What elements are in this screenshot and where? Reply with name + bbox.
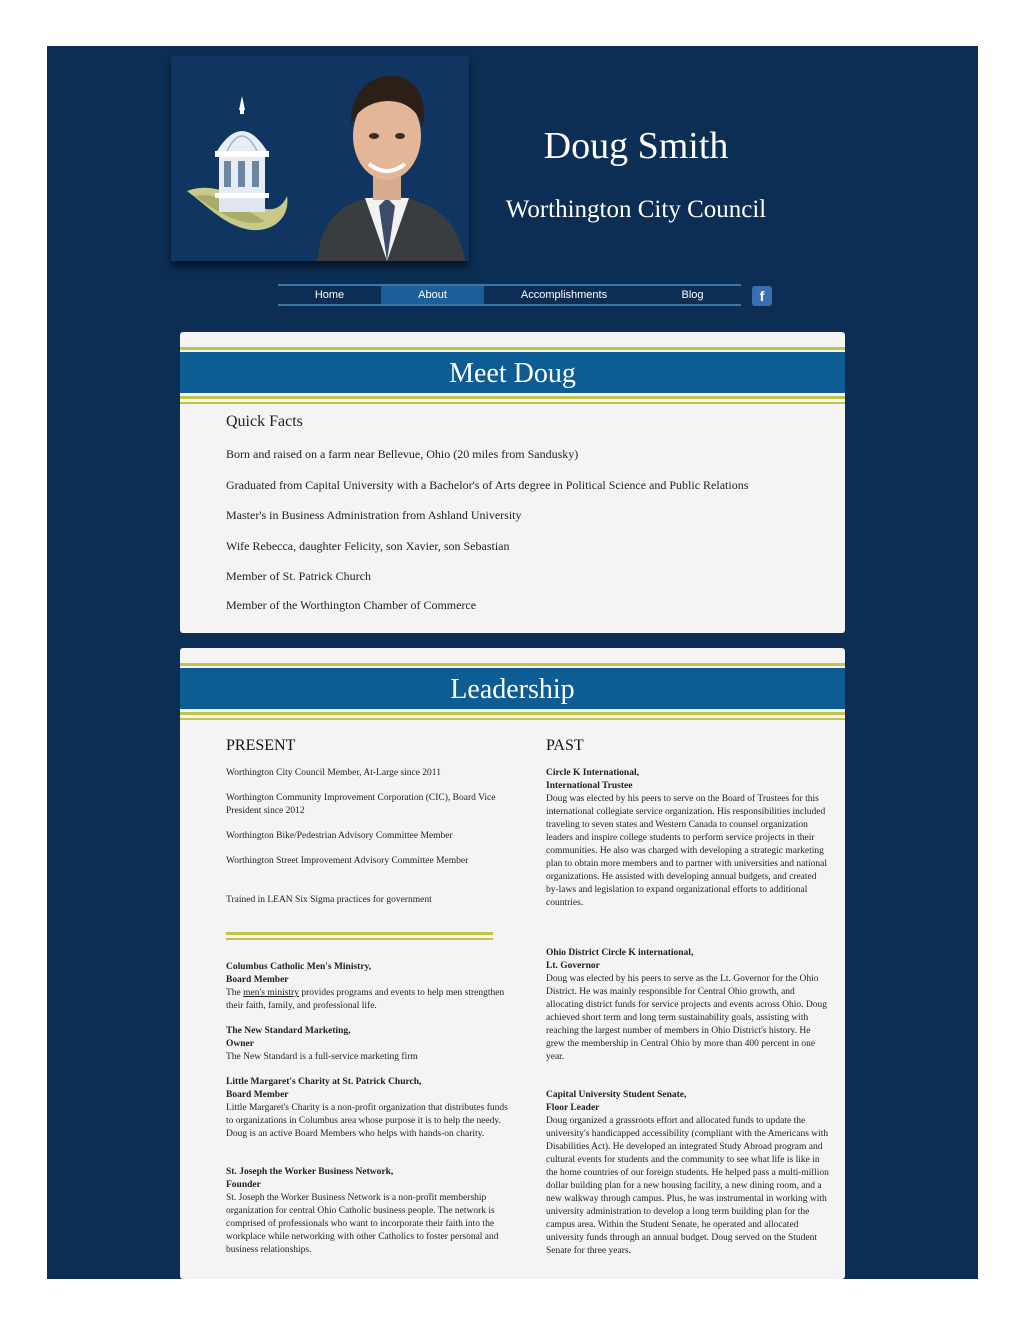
entry-desc: Doug organized a grassroots effort and allocated funds to update the university's handicapped accessibility (compliant with the Americans with Disabilities Act). He developed an integrated Study Abroad program and cultural events for students and the community to see what life is like in the home countries of our foreign students. He helped pass a multi-million dollar building plan for a new housing facility, a new dining room, and a new walkway through campus. Plus, he was instrumental in working with university administration to develop a long term building plan for the campus area. Within the Student Senate, he operated and allocated university funds through an annual budget. Doug served on the Student Senate for three years. (546, 1116, 829, 1256)
nav-about[interactable]: About (381, 286, 484, 304)
stripe (180, 402, 845, 404)
candidate-portrait (307, 56, 469, 261)
entry-desc: provides programs and events to help men strengthen their faith, family, and professional life. (226, 988, 505, 1011)
entry-desc: Little Margaret's Charity is a non-profit organization that distributes funds to organizations in Columbus area whose purpose it is to help the needy. Doug is an active Board Members who helps with hands-on charity. (226, 1103, 508, 1139)
meet-doug-panel (180, 332, 845, 633)
main-nav (278, 284, 741, 306)
past-entry (546, 947, 829, 1064)
entry-desc: The New Standard is a full-service marketing firm (226, 1052, 418, 1062)
leadership-heading: Leadership (180, 668, 845, 709)
fact-item: Wife Rebecca, daughter Felicity, son Xavier, son Sebastian (226, 539, 510, 553)
divider (226, 932, 493, 935)
past-entry (546, 1089, 829, 1258)
entry-role: Founder (226, 1180, 261, 1190)
entry-role: Lt. Governor (546, 961, 600, 971)
present-item: Trained in LEAN Six Sigma practices for government (226, 895, 432, 905)
entry-org: Columbus Catholic Men's Ministry, (226, 962, 372, 972)
fact-item: Member of St. Patrick Church (226, 569, 371, 583)
quick-facts-title: Quick Facts (226, 413, 303, 430)
entry-org: Capital University Student Senate, (546, 1090, 687, 1100)
fact-item: Master's in Business Administration from Ashland University (226, 508, 522, 522)
nav-home[interactable]: Home (314, 289, 345, 301)
community-entry (226, 1166, 511, 1257)
stripe (180, 663, 845, 666)
divider (226, 938, 493, 940)
site-title: Doug Smith (543, 125, 729, 167)
nav-accomplishments[interactable]: Accomplishments (520, 289, 608, 301)
entry-org: Circle K International, (546, 768, 639, 778)
site-subtitle: Worthington City Council (505, 196, 767, 223)
community-entry (226, 961, 511, 1013)
past-heading: PAST (546, 737, 584, 754)
entry-desc: Doug was elected by his peers to serve on the Board of Trustees for this international collegiate service organization. His responsibilities included traveling to seven states and Western Canada to counsel organization leaders and inspire college students to perform service projects in their communities. He also was charged with developing a strategic marketing plan to obtain more members and to partner with universities and national organizations. He assisted with developing annual budgets, and created by-laws and legislation to expand organizational efforts to additional countries. (546, 794, 827, 908)
entry-desc: Doug was elected by his peers to serve as the Lt. Governor for the Ohio District. He was mainly responsible for Central Ohio growth, and allocating district funds for service projects and events across Ohio. Doug achieved short term and long term sustainability goals, assisting with reaching the largest number of members in Ohio District's history. He grew the membership in Central Ohio by more than 400 percent in one year. (546, 974, 827, 1062)
fact-item: Born and raised on a farm near Bellevue, Ohio (20 miles from Sandusky) (226, 447, 579, 461)
fact-item: Graduated from Capital University with a Bachelor's of Arts degree in Political Science and Public Relations (226, 478, 749, 492)
header-photo-card (171, 56, 469, 261)
community-entry (226, 1076, 511, 1141)
page-frame (47, 46, 978, 1279)
entry-role: Owner (226, 1039, 254, 1049)
entry-org: The New Standard Marketing, (226, 1026, 351, 1036)
meet-doug-heading: Meet Doug (180, 352, 845, 393)
facebook-icon[interactable]: f (752, 286, 772, 306)
entry-role: Board Member (226, 975, 289, 985)
stripe (180, 718, 845, 720)
fact-item: Member of the Worthington Chamber of Commerce (226, 598, 477, 612)
mens-ministry-link[interactable]: men's ministry (243, 988, 299, 998)
present-item: Worthington Street Improvement Advisory Committee Member (226, 856, 469, 866)
present-item: Worthington Bike/Pedestrian Advisory Committee Member (226, 831, 453, 841)
nav-blog[interactable]: Blog (681, 289, 704, 301)
stripe (180, 712, 845, 715)
present-heading: PRESENT (226, 737, 296, 754)
entry-desc: St. Joseph the Worker Business Network is a non-profit membership organization for central Ohio Catholic business people. The network is comprised of professionals who want to incorporate their faith into the workplace while networking with other Catholics to foster personal and business relationships. (226, 1193, 499, 1255)
entry-desc-pre: The (226, 988, 244, 998)
leadership-panel (180, 648, 845, 1279)
entry-org: Little Margaret's Charity at St. Patrick Church, (226, 1077, 422, 1087)
community-entry (226, 1025, 511, 1064)
present-item: Worthington Community Improvement Corporation (CIC), Board Vice President since 2012 (226, 793, 496, 816)
entry-org: Ohio District Circle K international, (546, 948, 694, 958)
entry-role: Board Member (226, 1090, 289, 1100)
stripe (180, 347, 845, 350)
entry-role: International Trustee (546, 781, 633, 791)
past-entry (546, 767, 829, 910)
stripe (180, 396, 845, 399)
entry-org: St. Joseph the Worker Business Network, (226, 1167, 394, 1177)
cupola-logo (187, 96, 297, 246)
entry-role: Floor Leader (546, 1103, 600, 1113)
present-item: Worthington City Council Member, At-Large since 2011 (226, 768, 441, 778)
